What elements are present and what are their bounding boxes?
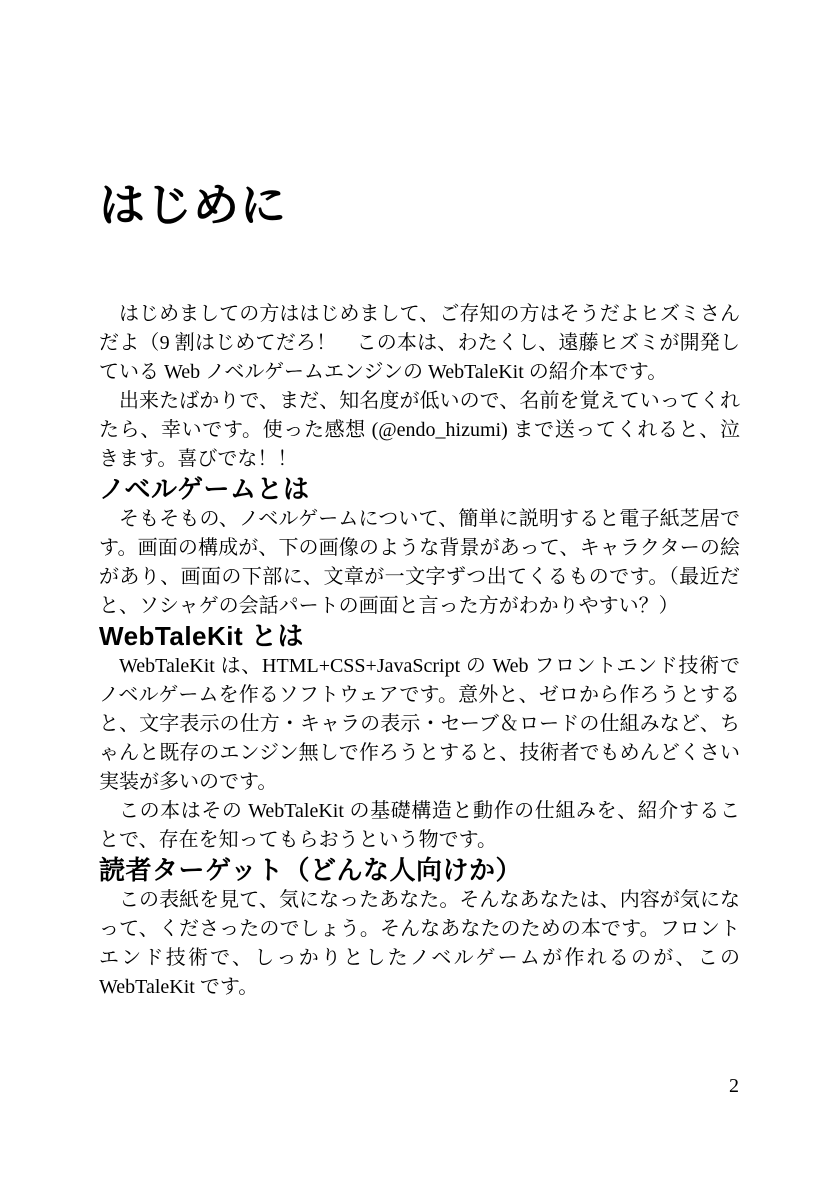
intro-paragraph-2: 出来たばかりで、まだ、知名度が低いので、名前を覚えていってくれたら、幸いです。使った感想 (@endo_hizumi) まで送ってくれると、泣きます。喜びでな！！ xyxy=(99,390,740,470)
intro-paragraph-1: はじめましての方ははじめまして、ご存知の方はそうだよヒズミさんだよ（9 割はじめてだろ！ この本は、わたくし、遠藤ヒズミが開発している Web ノベルゲームエンジンの WebTaleKit の紹介本です。 xyxy=(99,303,740,383)
chapter-title: はじめに xyxy=(99,179,287,231)
page-number: 2 xyxy=(729,1075,739,1097)
webtalekit-paragraph-1: WebTaleKit は、HTML+CSS+JavaScript の Web フロントエンド技術でノベルゲームを作るソフトウェアです。意外と、ゼロから作ろうとすると、文字表示の仕方・キャラの表示・セーブ＆ロードの仕組みなど、ちゃんと既存のエンジン無しで作ろうとすると、技術者でもめんどくさい実装が多いのです。 xyxy=(99,655,740,793)
webtalekit-paragraph-2: この本はその WebTaleKit の基礎構造と動作の仕組みを、紹介することで、存在を知ってもらおうという物です。 xyxy=(99,800,740,851)
section-heading-webtalekit: WebTaleKit とは xyxy=(99,621,304,651)
novel-game-paragraph: そもそもの、ノベルゲームについて、簡単に説明すると電子紙芝居です。画面の構成が、下の画像のような背景があって、キャラクターの絵があり、画面の下部に、文章が一文字ずつ出てくるものです。（最近だと、ソシャゲの会話パートの画面と言った方がわかりやすい？） xyxy=(99,508,740,617)
page-content xyxy=(99,179,740,1002)
reader-target-paragraph: この表紙を見て、気になったあなた。そんなあなたは、内容が気になって、くださったのでしょう。そんなあなたのための本です。フロントエンド技術で、しっかりとしたノベルゲームが作れるのが、この WebTaleKit です。 xyxy=(99,889,740,998)
section-heading-novel-game: ノベルゲームとは xyxy=(99,474,310,504)
section-heading-reader-target: 読者ターゲット（どんな人向けか） xyxy=(99,855,522,885)
